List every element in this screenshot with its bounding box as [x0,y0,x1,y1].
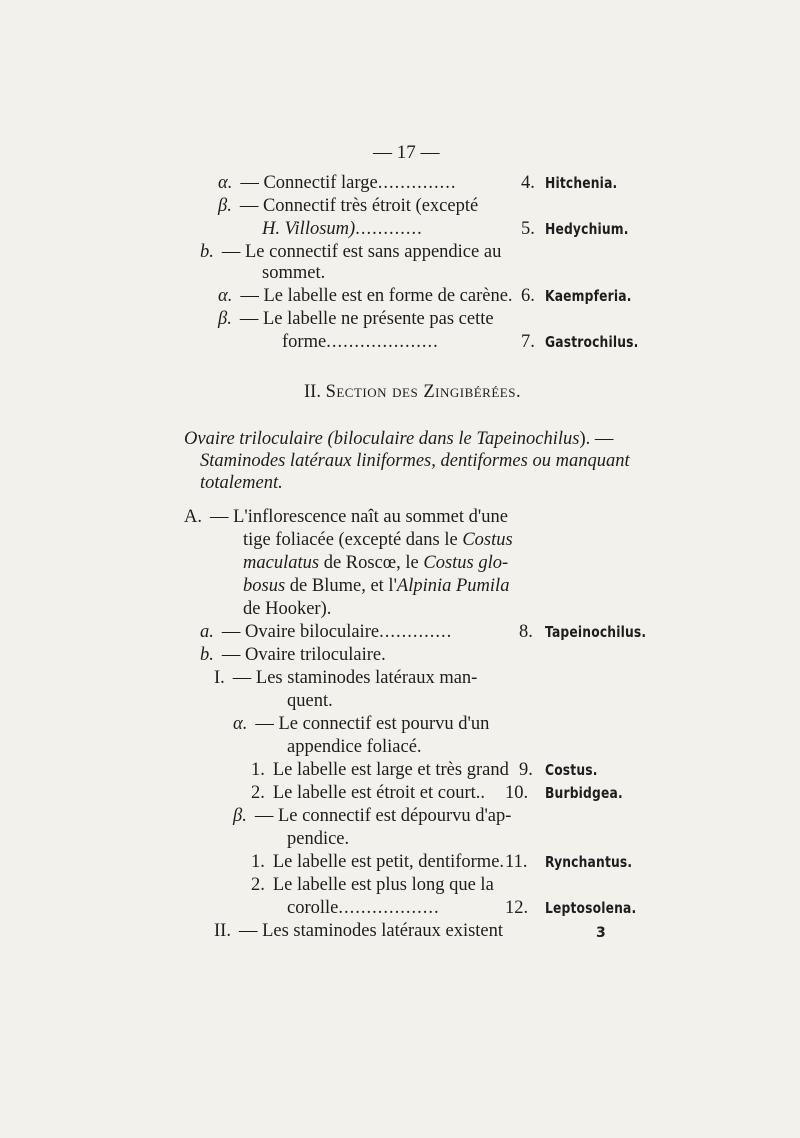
entry-text: H. Villosum) [262,219,356,239]
key-entry-beta-connectif-etroit [218,195,478,217]
genus-name: Costus. [545,761,598,779]
genus-number: 8. [519,622,533,642]
entry-label: b. [200,242,214,262]
dot-leader: ............ [355,219,423,239]
entry-text: — Le labelle est en forme de carène. [240,286,513,306]
key-entry-b-triloculaire [200,644,386,666]
taxon-name: Costus [462,530,513,550]
entry-label: II. [214,921,231,941]
genus-name: Tapeinochilus. [545,623,647,641]
section-description-line: Staminodes latéraux liniformes, dentiformes ou manquant [200,451,630,471]
entry-label: β. [218,309,232,329]
entry-text: Le labelle est étroit et court.. [272,783,486,803]
entry-text: forme [282,332,327,352]
key-entry-continuation [243,529,513,551]
entry-text: — Ovaire biloculaire [221,622,380,642]
desc-part: ). — [579,429,614,449]
desc-part: biloculaire dans le Tapeinochilus [333,429,580,449]
genus-name: Hedychium. [545,220,629,238]
entry-label: a. [200,622,214,642]
key-entry-1-large [251,759,509,781]
genus-name: Gastrochilus. [545,333,639,351]
genus-name: Hitchenia. [545,174,618,192]
genus-name: Kaempferia. [545,287,632,305]
entry-text: — Le labelle ne présente pas cette [239,309,494,329]
genus-number: 10. [505,783,529,803]
dot-leader: ............. [379,622,453,642]
genus-name: Rynchantus. [545,853,633,871]
key-entry-continuation: quent. [287,691,333,711]
entry-text: — Le connectif est dépourvu d'ap- [254,806,512,826]
entry-label: α. [233,714,248,734]
genus-number: 6. [521,286,535,306]
key-entry-continuation [243,575,509,597]
dot-leader: .............. [377,173,457,193]
section-description-line [184,428,613,450]
entry-text: Le labelle est plus long que la [272,875,494,895]
page-number: — 17 — [373,142,440,163]
entry-text: de Blume, et l' [285,576,397,596]
key-entry-alpha-connectif-large [218,172,456,194]
key-entry-alpha-carene [218,285,513,307]
entry-label: α. [218,286,233,306]
key-entry-beta-depourvu [233,805,511,827]
entry-label: 1. [251,852,265,872]
entry-text: — L'inflorescence naît au sommet d'une [210,507,508,527]
printer-signature: 3 [596,925,606,941]
entry-text: de Roscœ, le [319,553,424,573]
entry-text: — Connectif très étroit (excepté [239,196,479,216]
key-entry-continuation: de Hooker). [243,599,332,619]
taxon-name: bosus [243,576,286,596]
section-description-line: totalement. [200,473,283,493]
genus-number: 5. [521,219,535,239]
entry-label: 2. [251,783,265,803]
key-entry-continuation [282,331,439,353]
key-entry-continuation [287,897,440,919]
key-entry-alpha-pourvu [233,713,489,735]
section-roman: II. [304,382,321,402]
entry-label: 1. [251,760,265,780]
entry-text: — Ovaire triloculaire. [221,645,386,665]
taxon-name: Alpinia Pumila [396,576,510,596]
key-entry-2-long [251,874,494,896]
entry-text: — Les staminodes latéraux existent [238,921,504,941]
key-entry-continuation: sommet. [262,263,326,283]
key-entry-beta-forme [218,308,494,330]
entry-text: tige foliacée (excepté dans le [243,530,463,550]
genus-number: 7. [521,332,535,352]
key-entry-1-petit [251,851,504,873]
key-entry-I-staminodes-manquent [214,667,477,689]
entry-label: A. [184,507,202,527]
key-entry-A-inflorescence [184,506,508,528]
entry-text: Le labelle est petit, dentiforme. [272,852,505,872]
entry-label: 2. [251,875,265,895]
desc-part: Ovaire triloculaire ( [184,429,334,449]
genus-name: Burbidgea. [545,784,623,802]
key-entry-II-staminodes-existent [214,920,503,942]
entry-text: — Le connectif est pourvu d'un [255,714,490,734]
key-entry-continuation [262,218,423,240]
entry-label: b. [200,645,214,665]
entry-label: β. [218,196,232,216]
section-title: Section des Zingibérées. [325,382,522,402]
entry-text: Le labelle est large et très grand [272,760,509,780]
taxon-name: maculatus [243,553,320,573]
dot-leader: .................. [338,898,440,918]
entry-label: I. [214,668,225,688]
genus-number: 11. [505,852,528,872]
entry-text: corolle [287,898,339,918]
key-entry-b-sans-appendice [200,241,501,263]
key-entry-continuation: pendice. [287,829,350,849]
section-heading [304,381,521,403]
entry-text: — Le connectif est sans appendice au [221,242,502,262]
entry-label: β. [233,806,247,826]
entry-text: — Les staminodes latéraux man- [232,668,478,688]
key-entry-2-etroit [251,782,485,804]
dot-leader: .................... [326,332,439,352]
genus-number: 12. [505,898,529,918]
key-entry-a-biloculaire [200,621,452,643]
genus-number: 9. [519,760,533,780]
genus-number: 4. [521,173,535,193]
key-entry-continuation [243,552,508,574]
key-entry-continuation: appendice foliacé. [287,737,422,757]
taxon-name: Costus glo- [423,553,509,573]
entry-text: — Connectif large [240,173,378,193]
entry-label: α. [218,173,233,193]
genus-name: Leptosolena. [545,899,637,917]
